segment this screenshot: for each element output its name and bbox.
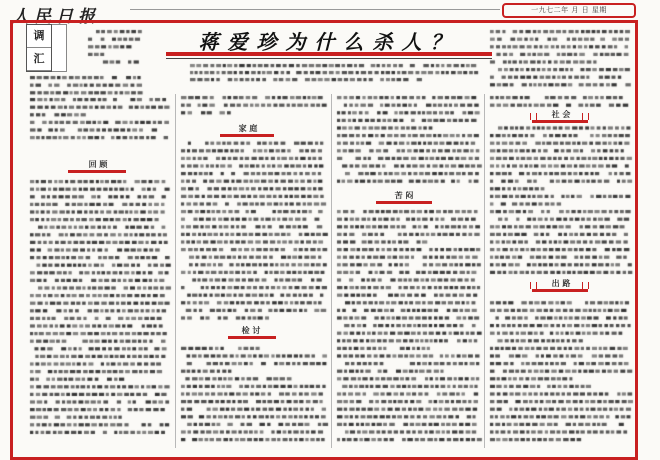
section-cap [530, 282, 537, 289]
section-underline [376, 201, 432, 204]
section-heading: 出 路 [551, 278, 571, 288]
section-heading: 家 庭 [238, 123, 258, 133]
section-cap [530, 113, 537, 120]
section-heading: 回 顾 [88, 159, 108, 169]
section-underline [68, 170, 126, 173]
section-underline [220, 134, 274, 137]
section-heading: 检 讨 [241, 325, 261, 335]
section-cap [582, 282, 589, 289]
section-underline [532, 289, 588, 292]
section-underline [532, 120, 588, 123]
section-heading: 社 会 [551, 109, 571, 119]
section-heading: 苦 闷 [394, 190, 414, 200]
section-cap [582, 113, 589, 120]
section-underline [228, 336, 276, 339]
